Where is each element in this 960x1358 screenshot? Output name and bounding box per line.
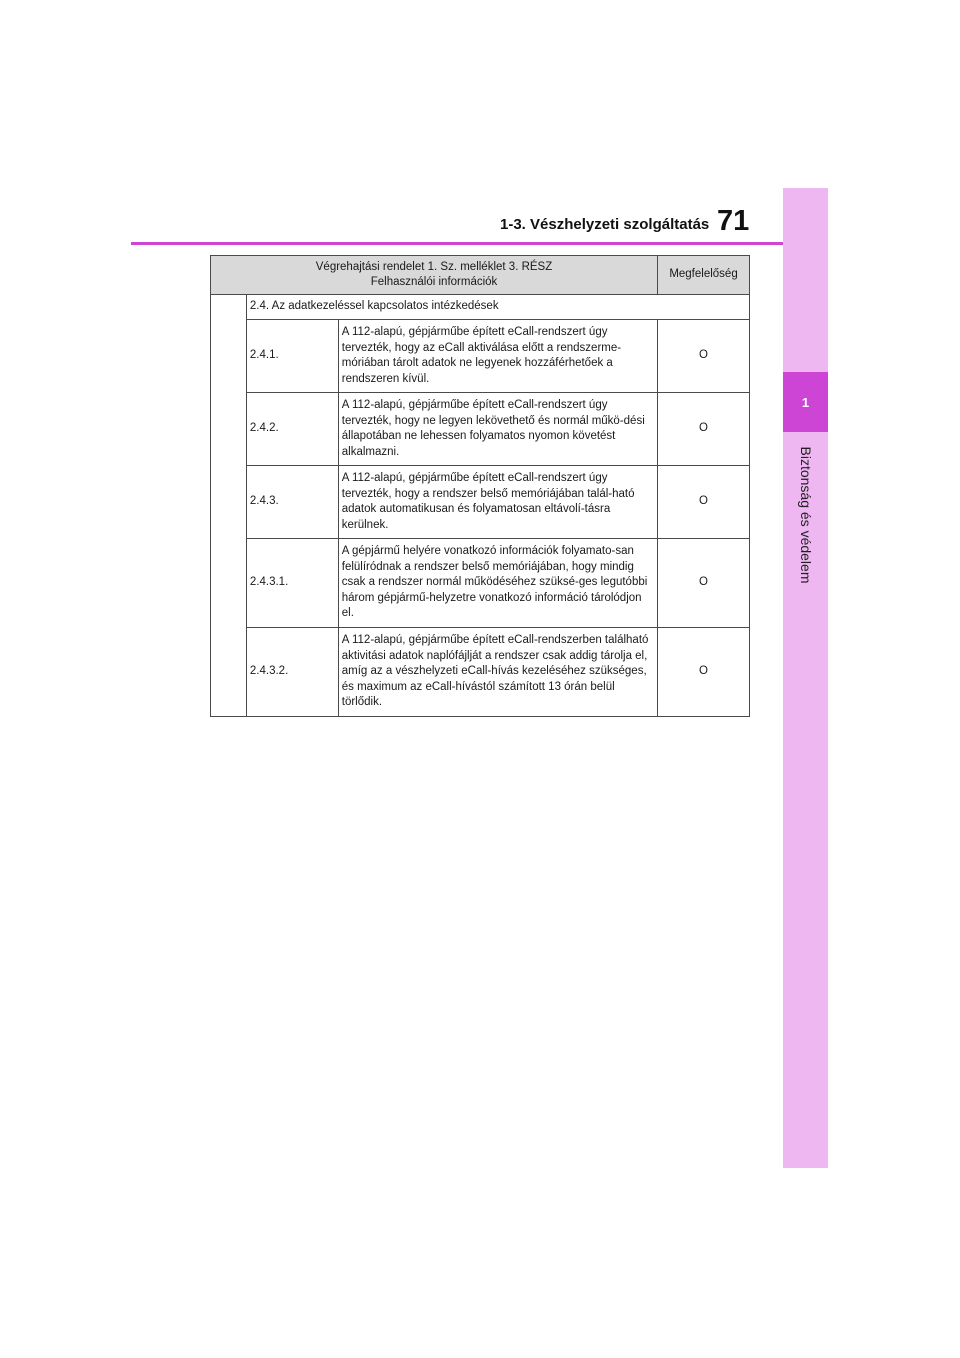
chapter-number: 1 [801, 394, 810, 410]
requirement-header: Végrehajtási rendelet 1. Sz. melléklet 3. RÉSZ Felhasználói információk [211, 256, 658, 295]
chapter-label: Biztonság és védelem [798, 446, 814, 584]
row-mark: O [658, 466, 750, 539]
row-mark: O [658, 628, 750, 717]
row-text: A 112-alapú, gépjárműbe épített eCall-rendszert úgy tervezték, hogy ne legyen lekövethető és normál műkö-dési állapotában ne lehessen folyamatos nyomon követést alkalmazni. [338, 393, 657, 466]
chapter-number-tab [783, 372, 828, 432]
spacer-cell [211, 295, 247, 717]
row-text: A 112-alapú, gépjárműbe épített eCall-rendszerben található aktivitási adatok naplófájlját a rendszer csak addig tárolja el, amíg az a vészhelyzeti eCall-hívás kezeléséhez szükséges, és maximum az eCall-hívástól számított 13 órán belül törlődik. [338, 628, 657, 717]
table-header-row [211, 256, 750, 295]
requirements-table [210, 255, 750, 717]
table-row [211, 320, 750, 393]
row-code: 2.4.3. [246, 466, 338, 539]
compliance-header: Megfelelőség [658, 256, 750, 295]
section-title: 1-3. Vészhelyzeti szolgáltatás [500, 216, 710, 233]
row-mark: O [658, 320, 750, 393]
table-row [211, 393, 750, 466]
row-mark: O [658, 393, 750, 466]
table-row [211, 628, 750, 717]
row-text: A 112-alapú, gépjárműbe épített eCall-rendszert úgy tervezték, hogy a rendszer belső memóriájában talál-ható adatok automatikusan és folyamatosan eltávolí-tásra kerülnek. [338, 466, 657, 539]
section-heading-row [211, 295, 750, 320]
section-heading: 2.4. Az adatkezeléssel kapcsolatos intézkedések [246, 295, 749, 320]
page-number: 71 [717, 205, 750, 237]
chapter-side-tab [783, 188, 828, 1168]
row-code: 2.4.2. [246, 393, 338, 466]
header-rule [131, 242, 783, 245]
table-row [211, 466, 750, 539]
row-code: 2.4.1. [246, 320, 338, 393]
row-mark: O [658, 539, 750, 628]
table-row [211, 539, 750, 628]
row-code: 2.4.3.1. [246, 539, 338, 628]
row-text: A 112-alapú, gépjárműbe épített eCall-rendszert úgy tervezték, hogy az eCall aktiválása előtt a rendszerme-móriában tárolt adatok ne legyenek hozzáférhetőek a rendszeren kívül. [338, 320, 657, 393]
row-code: 2.4.3.2. [246, 628, 338, 717]
row-text: A gépjármű helyére vonatkozó információk folyamato-san felülíródnak a rendszer belső memóriájában, hogy mindig csak a rendszer normál működéséhez szüksé-ges legutóbbi három gépjármű-helyzetre vonatkozó információ tárolódjon el. [338, 539, 657, 628]
